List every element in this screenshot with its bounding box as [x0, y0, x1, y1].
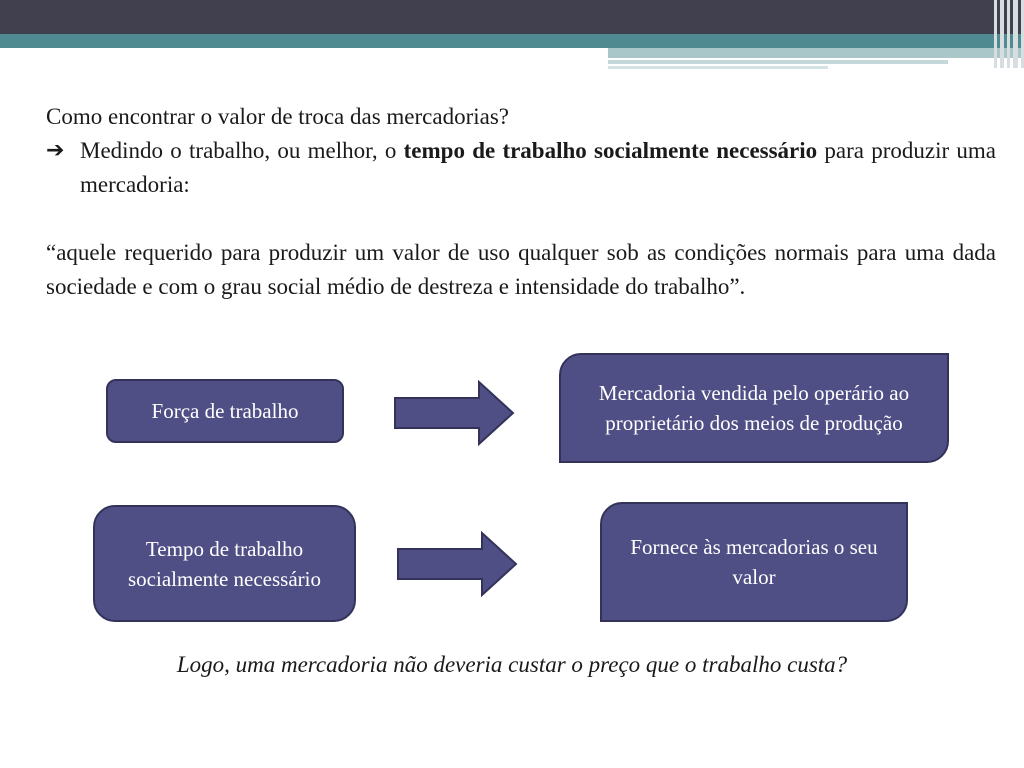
arrow-tail-text: para produzir uma mercadoria: [80, 138, 997, 197]
right-arrow-icon: ➔ [46, 138, 65, 163]
header-accent-bar [608, 60, 948, 64]
header-accent-bar [608, 66, 828, 69]
arrow-bullet-line [46, 134, 996, 202]
bold-term: tempo de trabalho socialmente necessário [403, 138, 818, 163]
box-mercadoria-vendida [559, 353, 949, 463]
body-text [46, 100, 996, 304]
box-tempo-de-trabalho [93, 505, 356, 622]
arrow-bullet-text [80, 134, 996, 202]
box-label: Fornece às mercadorias o seu valor [630, 535, 878, 589]
block-arrow-icon [396, 531, 518, 597]
header-bar-dark [0, 0, 1024, 34]
header-bar-teal [0, 34, 1024, 48]
block-arrow-icon [393, 380, 515, 446]
header-stripes [994, 0, 1024, 68]
question-text: Como encontrar o valor de troca das mercadorias? [46, 104, 509, 129]
box-label: Tempo de trabalho socialmente necessário [128, 536, 321, 591]
quote-text: “aquele requerido para produzir um valor de uso qualquer sob as condições normais para uma dada sociedade e com o grau social médio de destreza e intensidade do trabalho”. [46, 240, 996, 299]
arrow-lead-text: Medindo o trabalho, ou melhor, o [80, 138, 404, 163]
conclusion-text: Logo, uma mercadoria não deveria custar o preço que o trabalho custa? [176, 652, 848, 677]
header-accent-bar [608, 48, 1024, 58]
box-fornece-valor [600, 502, 908, 622]
box-label: Mercadoria vendida pelo operário ao proprietário dos meios de produção [598, 381, 910, 435]
box-forca-de-trabalho [106, 379, 344, 443]
box-label: Força de trabalho [151, 399, 299, 423]
